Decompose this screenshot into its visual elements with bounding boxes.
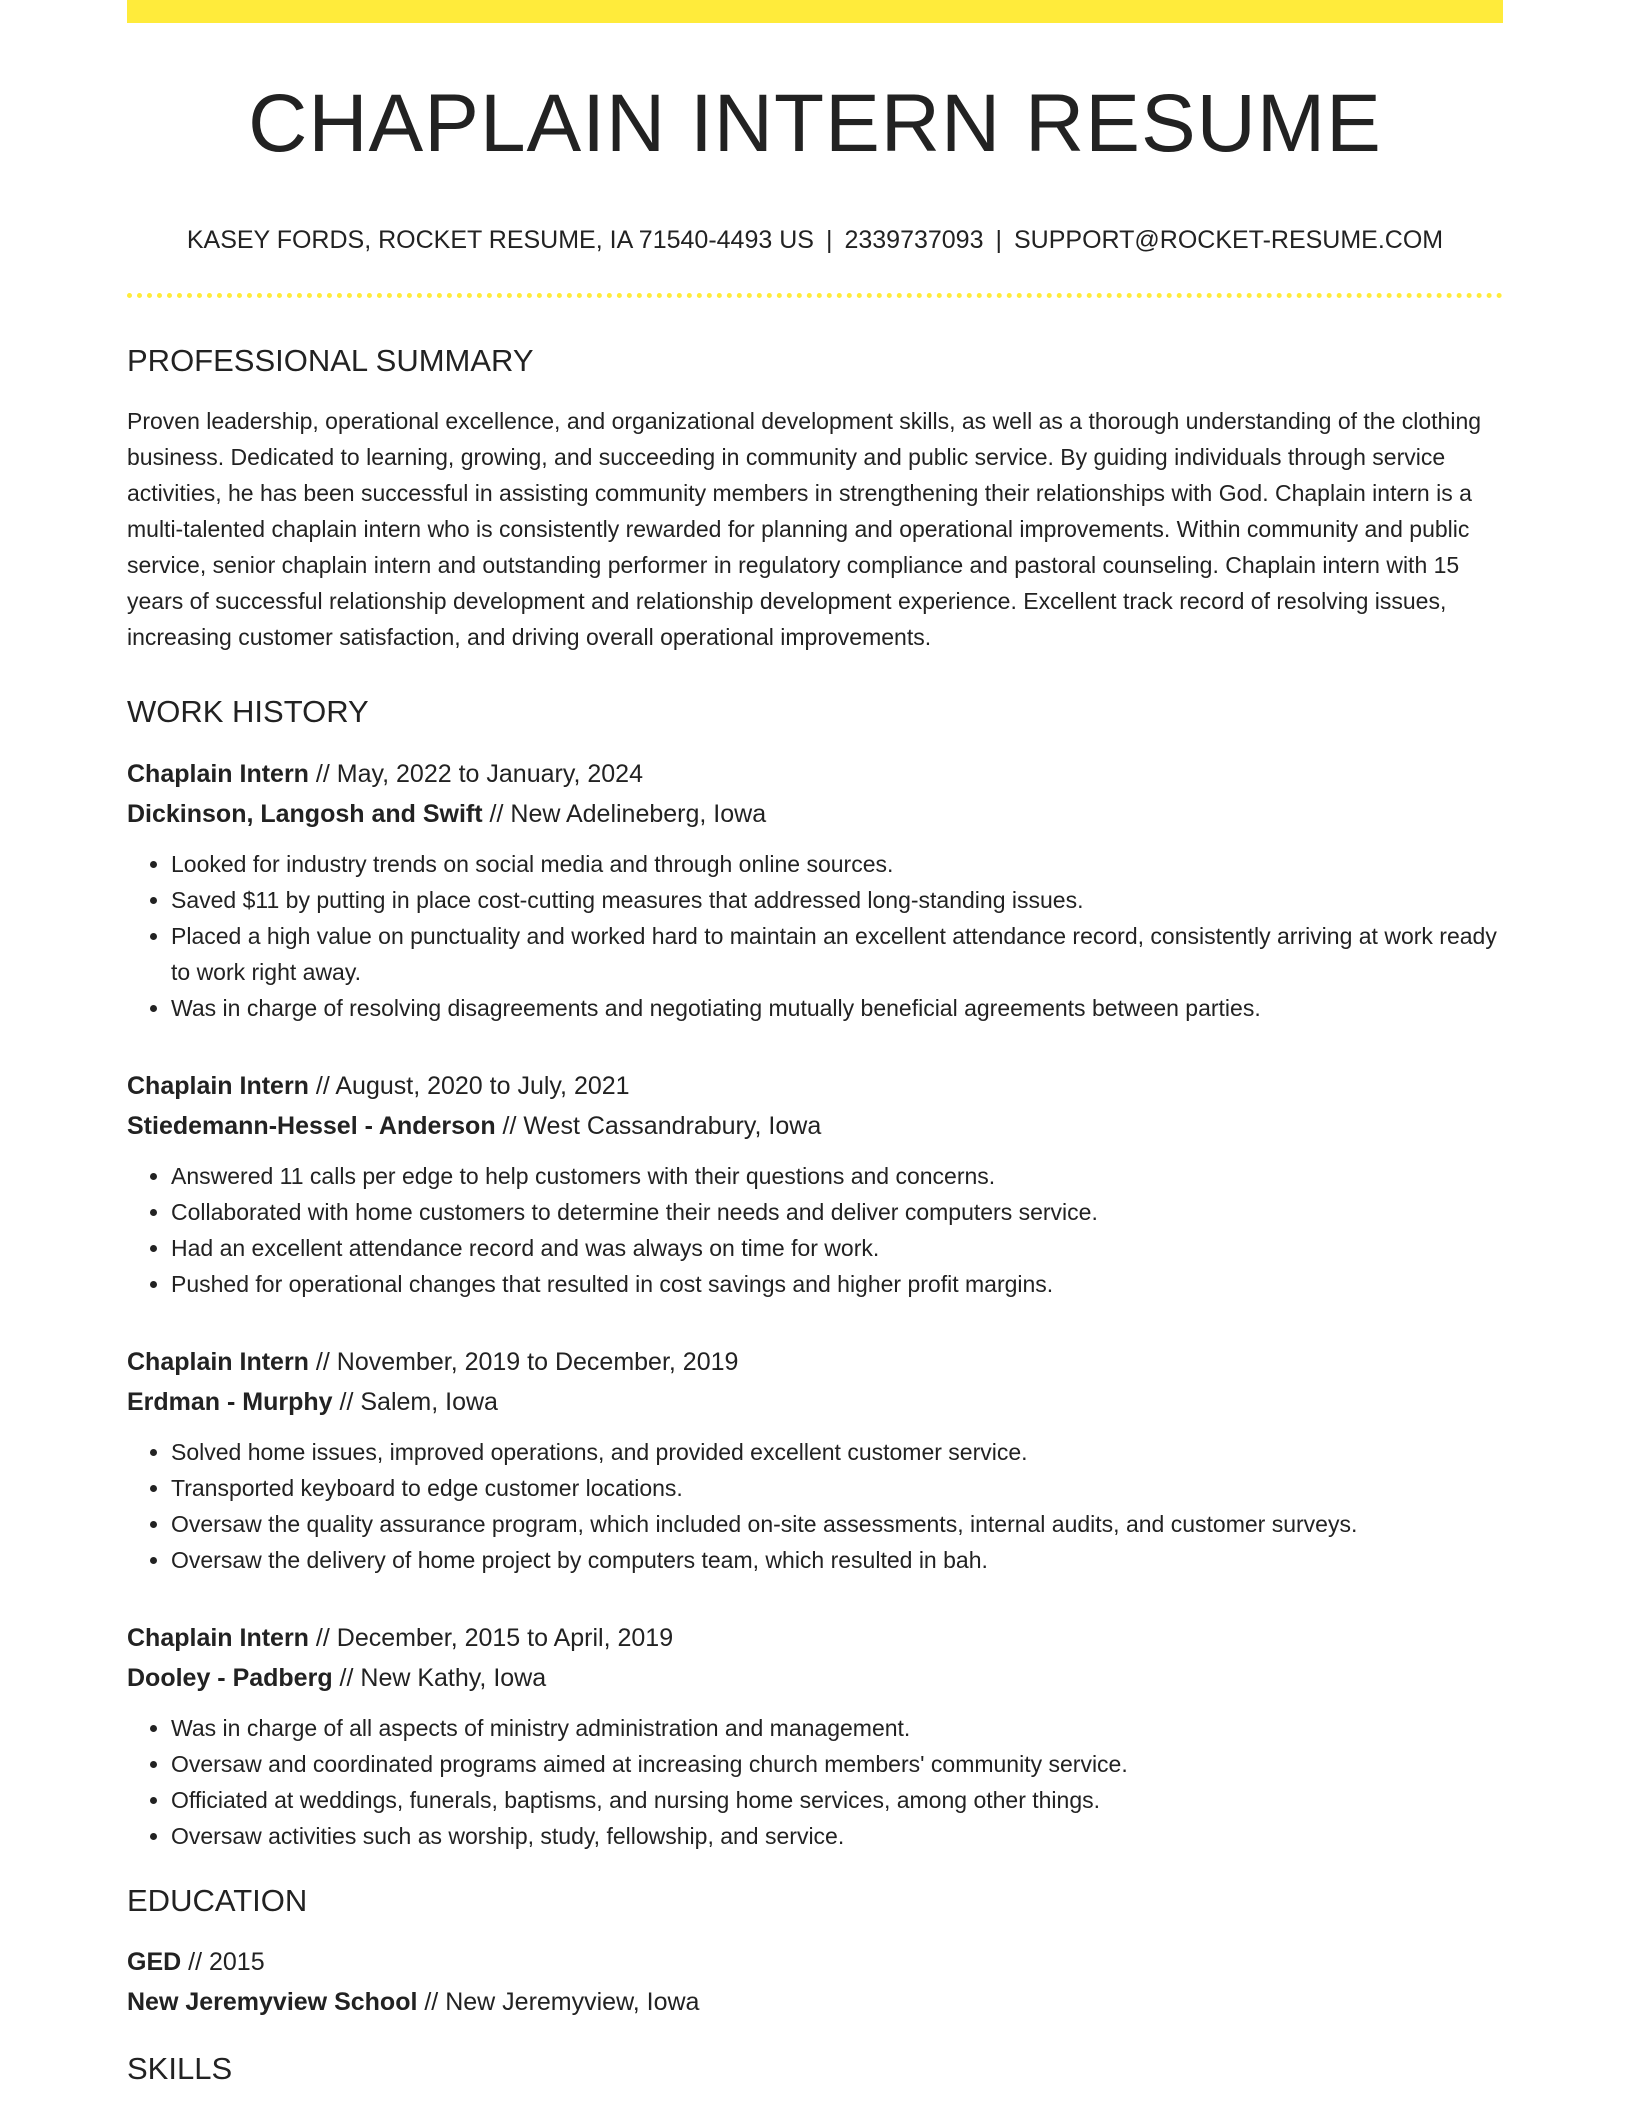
field-separator: //	[308, 1071, 336, 1100]
contact-separator: |	[825, 226, 833, 255]
top-accent-bar	[127, 0, 1503, 23]
education-year: 2015	[208, 1947, 265, 1976]
job-entry	[127, 1618, 1503, 1854]
contact-phone: 2339737093	[844, 226, 984, 255]
resume-title: CHAPLAIN INTERN RESUME	[248, 78, 1382, 169]
job-bullet: • Oversaw activities such as worship, study, fellowship, and service.	[171, 1818, 1503, 1854]
job-bullets	[127, 846, 1503, 1026]
summary-heading: PROFESSIONAL SUMMARY	[127, 343, 534, 379]
job-title: Chaplain Intern	[127, 1623, 309, 1652]
job-company-line	[127, 1658, 1503, 1698]
job-company-line	[127, 1382, 1503, 1422]
contact-email: SUPPORT@ROCKET-RESUME.COM	[1014, 226, 1444, 255]
field-separator: //	[181, 1947, 209, 1976]
field-separator: //	[308, 1347, 337, 1376]
job-company-line	[127, 794, 1503, 834]
skills-heading: SKILLS	[127, 2050, 233, 2086]
field-separator: //	[332, 1663, 361, 1692]
contact-address: KASEY FORDS, ROCKET RESUME, IA 71540-4493 US	[186, 226, 814, 255]
job-company: Erdman - Murphy	[127, 1387, 333, 1416]
job-dates: August, 2020 to July, 2021	[335, 1071, 630, 1100]
job-bullets	[127, 1434, 1503, 1578]
dotted-divider	[127, 293, 1503, 298]
job-company: Dickinson, Langosh and Swift	[127, 799, 483, 828]
field-separator: //	[482, 799, 511, 828]
job-bullet: • Had an excellent attendance record and was always on time for work.	[171, 1230, 1503, 1266]
field-separator: //	[417, 1987, 446, 2016]
field-separator: //	[495, 1111, 524, 1140]
job-title-line	[127, 1342, 1503, 1382]
job-entry	[127, 1342, 1503, 1578]
job-title: Chaplain Intern	[127, 759, 309, 788]
job-bullet: • Answered 11 calls per edge to help customers with their questions and concerns.	[171, 1158, 1503, 1194]
field-separator: //	[308, 759, 337, 788]
job-location: West Cassandrabury, Iowa	[523, 1111, 822, 1140]
education-degree-line	[127, 1942, 1503, 1982]
contact-separator: |	[995, 226, 1002, 255]
job-title-line	[127, 754, 1503, 794]
job-bullet: • Was in charge of all aspects of ministry administration and management.	[171, 1710, 1503, 1746]
job-dates: December, 2015 to April, 2019	[336, 1623, 674, 1652]
resume-page	[127, 0, 1503, 2087]
education-school: New Jeremyview School	[127, 1987, 418, 2016]
job-bullet: • Pushed for operational changes that resulted in cost savings and higher profit margins.	[171, 1266, 1503, 1302]
job-title-line	[127, 1066, 1503, 1106]
job-location: Salem, Iowa	[360, 1387, 498, 1416]
job-bullet: • Saved $11 by putting in place cost-cutting measures that addressed long-standing issues.	[171, 882, 1503, 918]
job-bullets	[127, 1158, 1503, 1302]
education-heading: EDUCATION	[127, 1882, 308, 1918]
job-bullet: • Oversaw the quality assurance program, which included on-site assessments, internal audits, and customer surveys.	[171, 1506, 1503, 1542]
job-title: Chaplain Intern	[127, 1347, 309, 1376]
education-school-line	[127, 1982, 1503, 2022]
contact-line	[127, 225, 1503, 255]
job-bullet: • Looked for industry trends on social media and through online sources.	[171, 846, 1503, 882]
field-separator: //	[332, 1387, 361, 1416]
education-entry	[127, 1942, 1503, 2022]
job-bullet: • Oversaw and coordinated programs aimed at increasing church members' community service.	[171, 1746, 1503, 1782]
job-bullet: • Placed a high value on punctuality and worked hard to maintain an excellent attendance record, consistently arriving at work ready to work right away.	[171, 918, 1503, 990]
job-title-line	[127, 1618, 1503, 1658]
job-bullet: • Was in charge of resolving disagreements and negotiating mutually beneficial agreements between parties.	[171, 990, 1503, 1026]
education-location: New Jeremyview, Iowa	[445, 1987, 700, 2016]
job-location: New Adelineberg, Iowa	[510, 799, 767, 828]
job-entry	[127, 1066, 1503, 1302]
job-location: New Kathy, Iowa	[360, 1663, 547, 1692]
job-bullet: • Collaborated with home customers to determine their needs and deliver computers service.	[171, 1194, 1503, 1230]
work-history-heading: WORK HISTORY	[127, 694, 369, 730]
job-dates: May, 2022 to January, 2024	[336, 759, 643, 788]
job-company-line	[127, 1106, 1503, 1146]
field-separator: //	[308, 1623, 337, 1652]
job-dates: November, 2019 to December, 2019	[336, 1347, 739, 1376]
job-bullet: • Transported keyboard to edge customer locations.	[171, 1470, 1503, 1506]
job-entry	[127, 754, 1503, 1026]
summary-text: Proven leadership, operational excellence, and organizational development skills, as well as a thorough understanding of the clothing business. Dedicated to learning, growing, and succeeding in community and public service. By guiding individuals through service activities, he has been successful in assisting community members in strengthening their relationships with God. Chaplain intern is a multi-talented chaplain intern who is consistently rewarded for planning and operational improvements. Within community and public service, senior chaplain intern and outstanding performer in regulatory compliance and pastoral counseling. Chaplain intern with 15 years of successful relationship development and relationship development experience. Excellent track record of resolving issues, increasing customer satisfaction, and driving overall operational improvements.	[127, 408, 1482, 651]
job-bullet: • Solved home issues, improved operations, and provided excellent customer service.	[171, 1434, 1503, 1470]
job-company: Stiedemann-Hessel - Anderson	[127, 1111, 496, 1140]
job-title: Chaplain Intern	[127, 1071, 309, 1100]
job-bullets	[127, 1710, 1503, 1854]
job-bullet: • Officiated at weddings, funerals, baptisms, and nursing home services, among other things.	[171, 1782, 1503, 1818]
job-bullet: • Oversaw the delivery of home project by computers team, which resulted in bah.	[171, 1542, 1503, 1578]
education-degree: GED	[127, 1947, 182, 1976]
job-company: Dooley - Padberg	[127, 1663, 333, 1692]
